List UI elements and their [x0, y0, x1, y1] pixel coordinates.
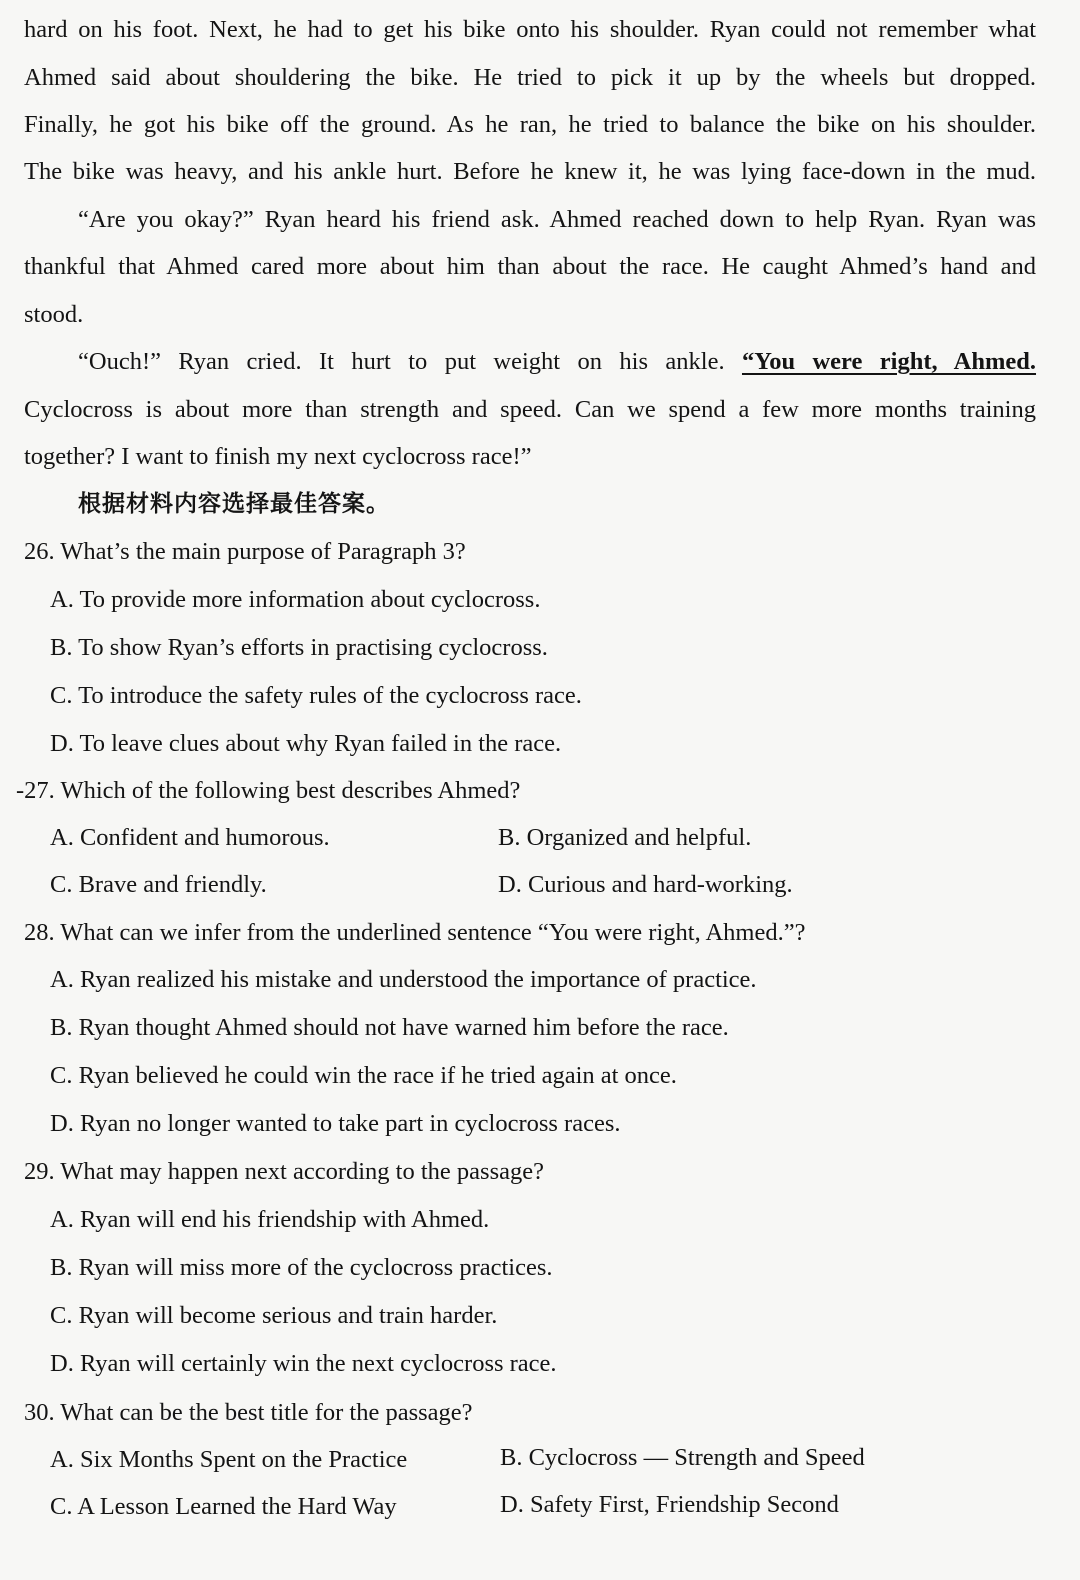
answer-option: C. Brave and friendly. — [50, 871, 267, 898]
instruction-text: 根据材料内容选择最佳答案。 — [78, 491, 390, 517]
passage-line: thankful that Ahmed cared more about him than about the race. He caught Ahmed’s hand and — [24, 253, 1036, 280]
answer-option: C. To introduce the safety rules of the cyclocross race. — [50, 682, 582, 709]
passage-line: “Are you okay?” Ryan heard his friend ask. Ahmed reached down to help Ryan. Ryan was — [78, 206, 1036, 233]
answer-option: A. To provide more information about cyclocross. — [50, 586, 541, 613]
answer-option: A. Six Months Spent on the Practice — [50, 1446, 408, 1473]
answer-option: A. Confident and humorous. — [50, 824, 330, 851]
passage-line: Ahmed said about shouldering the bike. He tried to pick it up by the wheels but dropped. — [24, 64, 1036, 91]
answer-option: D. Ryan will certainly win the next cyclocross race. — [50, 1350, 557, 1377]
answer-option: B. Ryan thought Ahmed should not have warned him before the race. — [50, 1014, 729, 1041]
answer-option: C. Ryan believed he could win the race if he tried again at once. — [50, 1062, 677, 1089]
answer-option: D. Curious and hard-working. — [498, 871, 793, 898]
answer-option: D. Ryan no longer wanted to take part in cyclocross races. — [50, 1110, 621, 1137]
answer-option: C. A Lesson Learned the Hard Way — [50, 1493, 397, 1520]
question-stem: 26. What’s the main purpose of Paragraph 3? — [24, 538, 466, 565]
answer-option: B. Organized and helpful. — [498, 824, 752, 851]
answer-option: D. Safety First, Friendship Second — [500, 1491, 839, 1518]
underlined-sentence: “You were right, Ahmed. — [741, 348, 1037, 375]
answer-option: B. Cyclocross — Strength and Speed — [500, 1444, 865, 1471]
passage-line: stood. — [24, 301, 84, 328]
answer-option: B. Ryan will miss more of the cyclocross practices. — [50, 1254, 553, 1281]
question-stem: 29. What may happen next according to the passage? — [24, 1158, 544, 1185]
passage-line-with-underline — [78, 346, 1036, 378]
question-stem: -27. Which of the following best describes Ahmed? — [16, 777, 521, 804]
answer-option: B. To show Ryan’s efforts in practising cyclocross. — [50, 634, 548, 661]
passage-line: Finally, he got his bike off the ground. As he ran, he tried to balance the bike on his shoulder. — [24, 111, 1036, 138]
question-stem: 30. What can be the best title for the passage? — [24, 1399, 473, 1426]
answer-option: A. Ryan will end his friendship with Ahmed. — [50, 1206, 490, 1233]
answer-option: A. Ryan realized his mistake and understood the importance of practice. — [50, 966, 757, 993]
passage-line: Cyclocross is about more than strength and speed. Can we spend a few more months training — [24, 396, 1036, 423]
passage-text: “Ouch!” Ryan cried. It hurt to put weight on his ankle. — [78, 348, 725, 375]
passage-line: hard on his foot. Next, he had to get his bike onto his shoulder. Ryan could not remember what — [24, 16, 1036, 43]
passage-line: The bike was heavy, and his ankle hurt. Before he knew it, he was lying face-down in the mud. — [24, 158, 1036, 185]
passage-line: together? I want to finish my next cyclocross race!” — [24, 443, 532, 470]
question-stem: 28. What can we infer from the underlined sentence “You were right, Ahmed.”? — [24, 919, 806, 946]
answer-option: D. To leave clues about why Ryan failed in the race. — [50, 730, 562, 757]
answer-option: C. Ryan will become serious and train harder. — [50, 1302, 498, 1329]
